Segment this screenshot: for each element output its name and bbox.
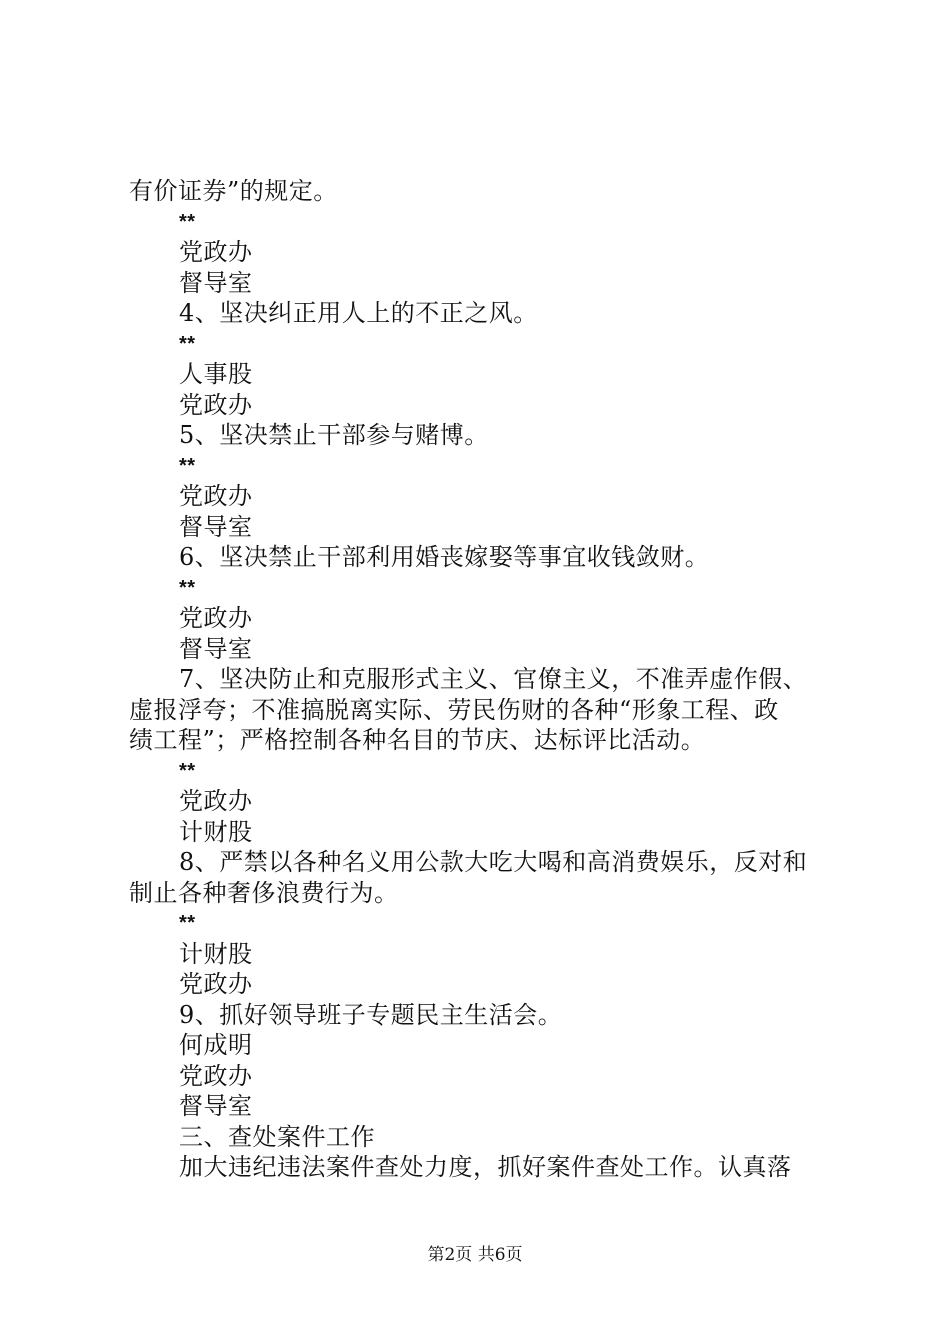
department-name: 党政办	[179, 390, 253, 419]
stars-marker: **	[179, 576, 196, 599]
item-heading: 9、抓好领导班子专题民主生活会。	[179, 1000, 563, 1029]
stars-marker: **	[179, 210, 196, 233]
department-name: 督导室	[179, 1092, 253, 1120]
department-name: 党政办	[179, 238, 253, 266]
text-line: 绩工程”；严格控制各种名目的节庆、达标评比活动。	[129, 726, 706, 754]
document-body	[129, 176, 831, 1183]
text-line: 有价证券”的规定。	[129, 177, 338, 205]
item-heading: 4、坚决纠正用人上的不正之风。	[179, 299, 538, 327]
department-name: 计财股	[179, 817, 253, 846]
section-heading: 三、查处案件工作	[179, 1122, 375, 1151]
item-heading: 7、坚决防止和克服形式主义、官僚主义，不准弄虚作假、	[179, 665, 808, 693]
department-name: 党政办	[179, 787, 253, 815]
person-name: 何成明	[179, 1031, 253, 1059]
department-name: 督导室	[179, 512, 253, 541]
department-name: 党政办	[179, 604, 253, 632]
stars-marker: **	[179, 332, 196, 355]
item-heading: 6、坚决禁止干部利用婚丧嫁娶等事宜收钱敛财。	[179, 543, 710, 571]
text-line: 虚报浮夸；不准搞脱离实际、劳民伤财的各种“形象工程、政	[129, 695, 779, 724]
department-name: 督导室	[179, 268, 253, 297]
department-name: 党政办	[179, 482, 253, 510]
page-number-footer: 第2页 共6页	[427, 1245, 523, 1265]
stars-marker: **	[179, 759, 196, 782]
department-name: 人事股	[179, 360, 253, 388]
item-heading: 8、严禁以各种名义用公款大吃大喝和高消费娱乐，反对和	[179, 848, 808, 876]
paragraph-line: 加大违纪违法案件查处力度，抓好案件查处工作。认真落	[179, 1153, 792, 1181]
stars-marker: **	[179, 454, 196, 477]
department-name: 计财股	[179, 939, 253, 968]
item-heading: 5、坚决禁止干部参与赌博。	[179, 421, 489, 449]
stars-marker: **	[179, 912, 196, 934]
text-line: 制止各种奢侈浪费行为。	[129, 878, 399, 907]
department-name: 党政办	[179, 970, 253, 998]
department-name: 党政办	[179, 1061, 253, 1090]
department-name: 督导室	[179, 634, 253, 663]
